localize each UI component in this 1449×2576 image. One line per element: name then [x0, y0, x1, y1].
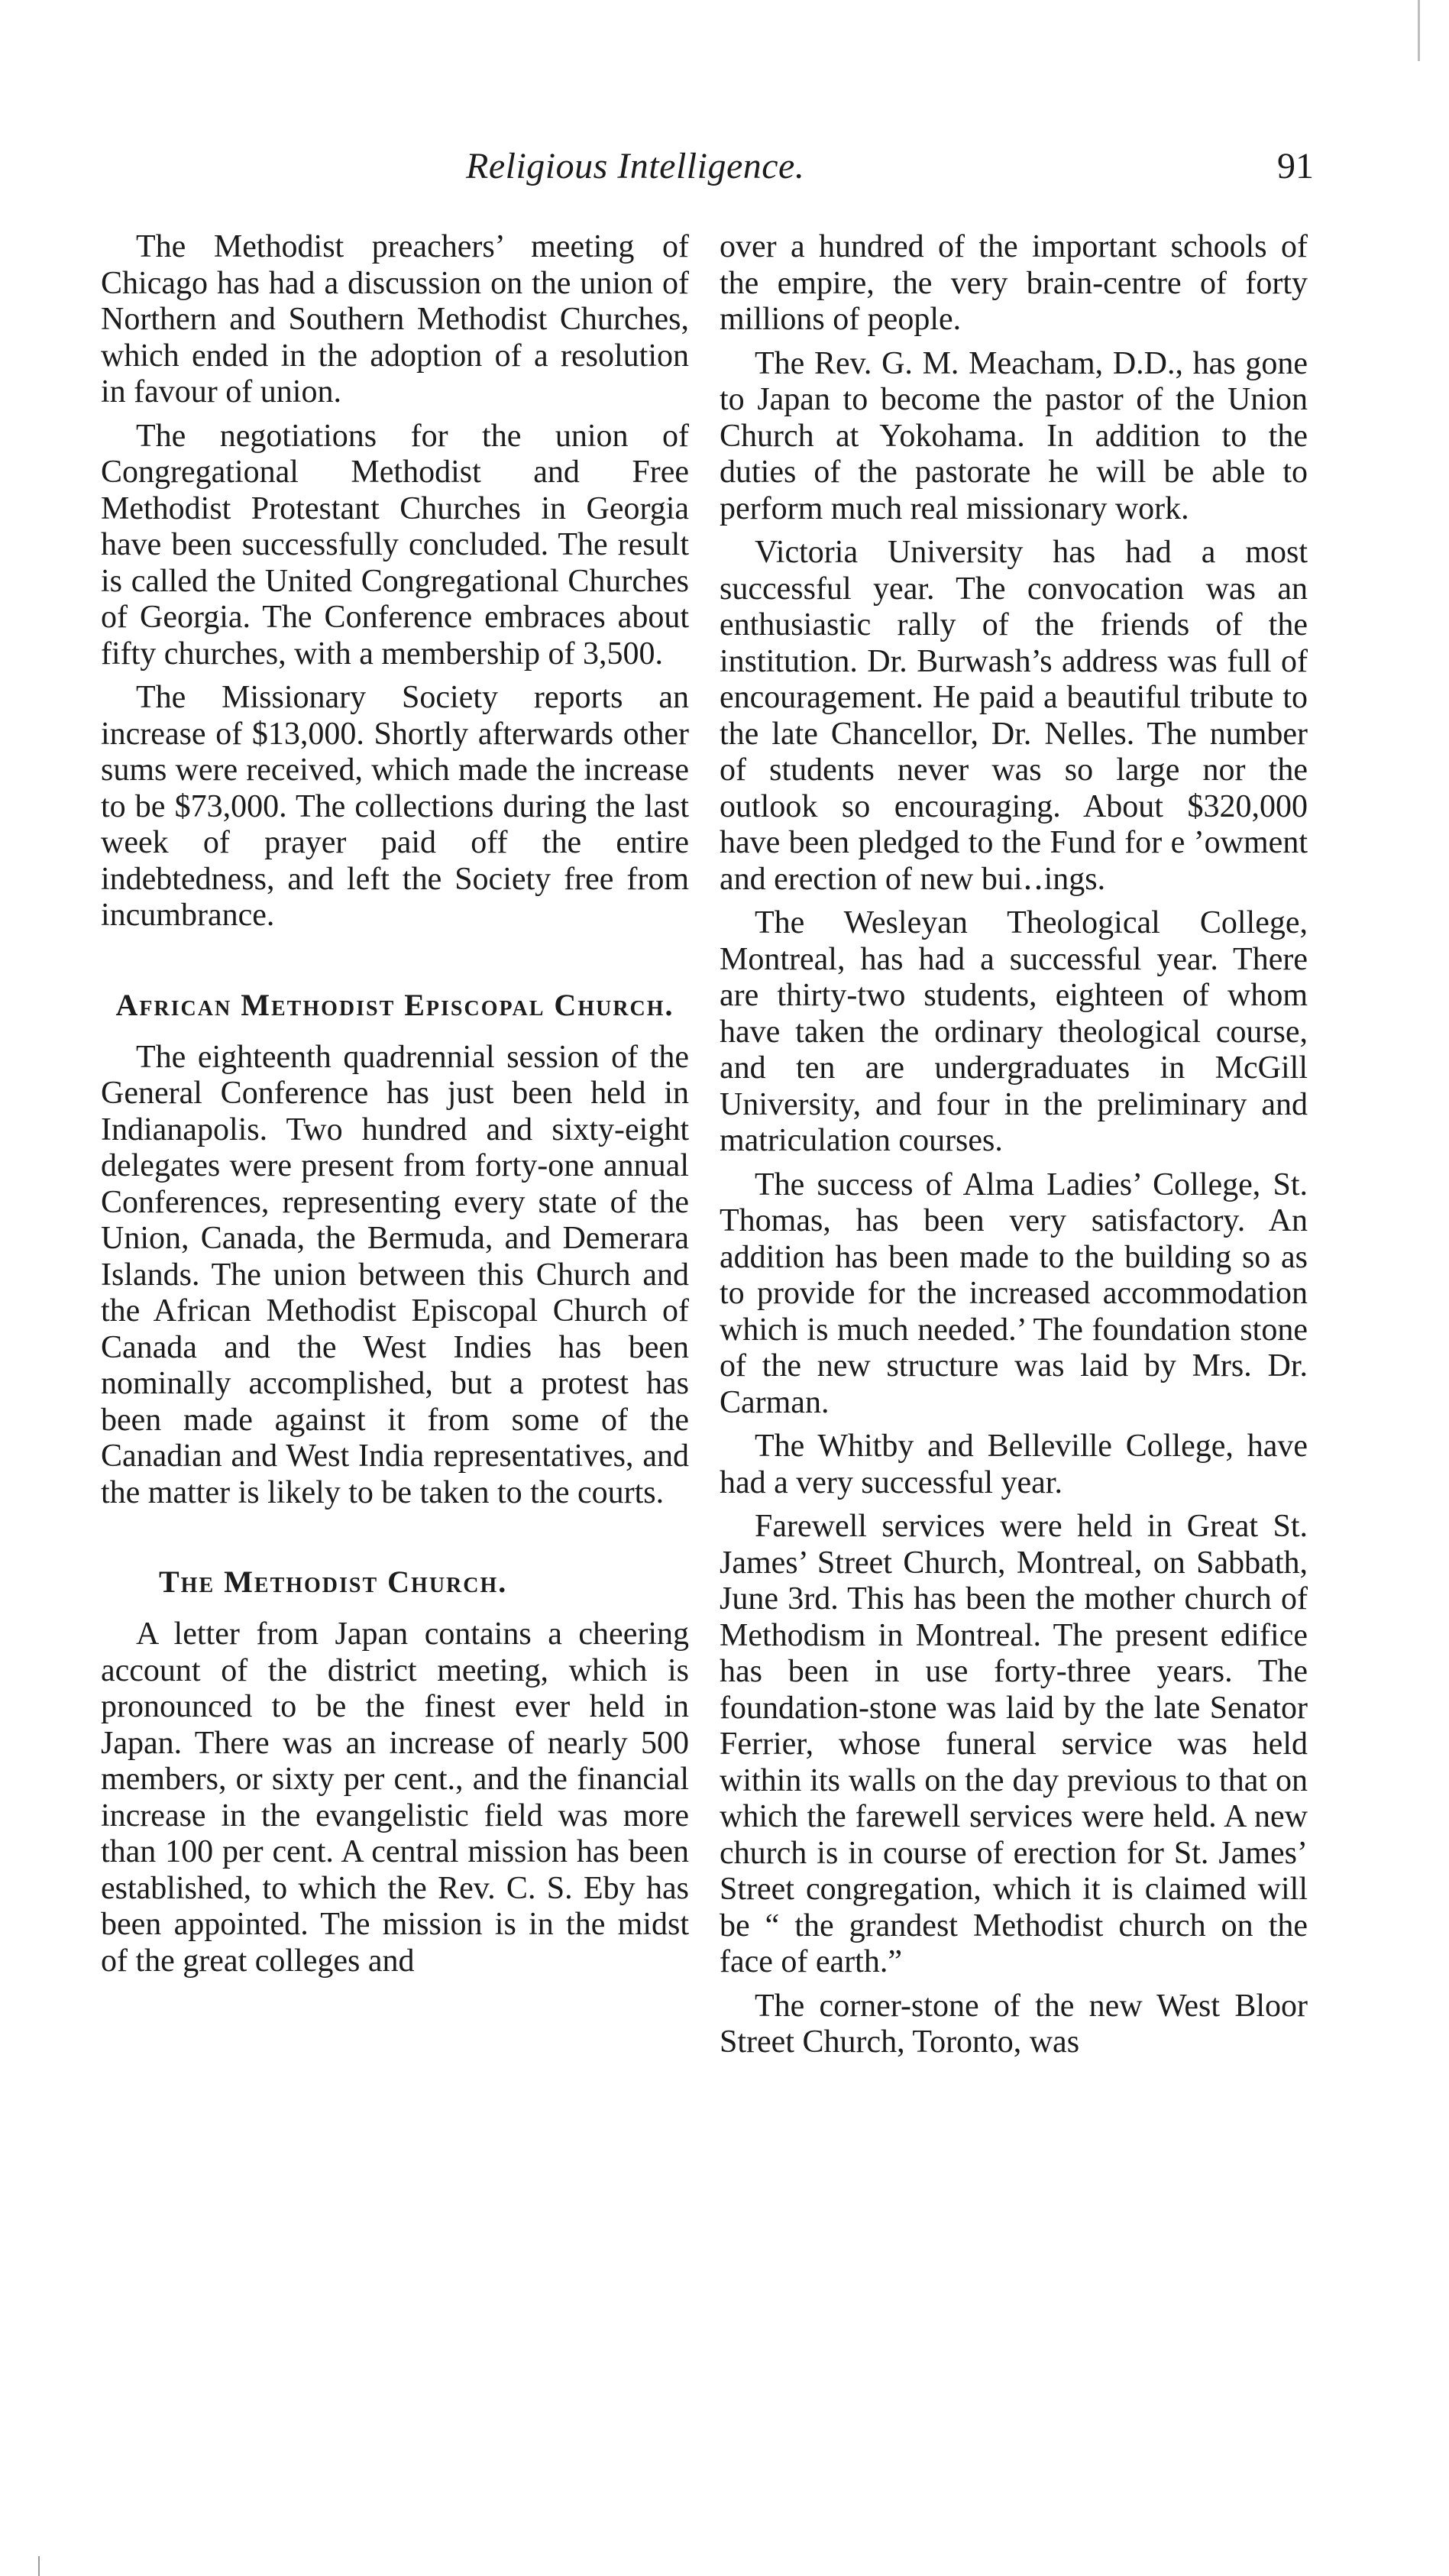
paragraph-farewell-services: Farewell services were held in Great St. James’ Street Church, Montreal, on Sabbath, June 3rd. This has been the mother church of Methodism in Montreal. The present edifice has been in use forty-three years. The foundation-stone was laid by the late Senator Ferrier, whose funeral service was held within its walls on the day previous to that on which the farewell services were held. A new church is in course of erection for St. James’ Street congregation, which it is claimed will be “ the grandest Methodist church on the face of earth.”	[720, 1509, 1308, 1979]
page-edge-mark	[1418, 0, 1420, 61]
paragraph-japan-continued: over a hundred of the important schools of the empire, the very brain-centre of forty millions of people.	[720, 229, 1308, 337]
right-column	[720, 229, 1308, 2069]
section-heading-african-methodist-episcopal: African Methodist Episcopal Church.	[115, 987, 674, 1022]
paragraph-alma-college: The success of Alma Ladies’ College, St. Thomas, has been very satisfactory. An addition has been made to the building so as to provide for the increased accommodation which is much needed.’ The foundation stone of the new structure was laid by Mrs. Dr. Carman.	[720, 1167, 1308, 1420]
running-title: Religious Intelligence.	[466, 146, 805, 186]
paragraph-whitby-belleville: The Whitby and Belleville College, have had a very successful year.	[720, 1429, 1308, 1500]
paragraph-general-conference: The eighteenth quadrennial session of the General Conference has just been held in Indianapolis. Two hundred and sixty-eight delegates were present from forty-one annual Conferences, representing every state of the Union, Canada, the Bermuda, and Demerara Islands. The union between this Church and the African Methodist Episcopal Church of Canada and the West Indies has been nominally accomplished, but a protest has been made against it from some of the Canadian and West India representatives, and the matter is likely to be taken to the courts.	[101, 1039, 689, 1510]
page-header	[466, 140, 1314, 193]
paragraph-missionary-society: The Missionary Society reports an increase of $13,000. Shortly afterwards other sums were received, which made the increase to be $73,000. The collections during the last week of prayer paid off the entire indebtedness, and left the Society free from incumbrance.	[101, 680, 689, 933]
paragraph-japan-letter: A letter from Japan contains a cheering account of the district meeting, which is pronounced to be the finest ever held in Japan. There was an increase of nearly 500 members, or sixty per cent., and the financial increase in the evangelistic field was more than 100 per cent. A central mission has been established, to which the Rev. C. S. Eby has been appointed. The mission is in the midst of the great colleges and	[101, 1616, 689, 1979]
section-heading-methodist-church: The Methodist Church.	[159, 1565, 508, 1599]
paragraph-west-bloor-church: The corner-stone of the new West Bloor Street Church, Toronto, was	[720, 1988, 1308, 2060]
paragraph-meacham: The Rev. G. M. Meacham, D.D., has gone to Japan to become the pastor of the Union Church at Yokohama. In addition to the duties of the pastorate he will be able to perform much real missionary work.	[720, 345, 1308, 526]
paragraph-wesleyan-college: The Wesleyan Theological College, Montreal, has had a successful year. There are thirty-two students, eighteen of whom have taken the ordinary theological course, and ten are undergraduates in McGill University, and four in the preliminary and matriculation courses.	[720, 905, 1308, 1158]
page-number: 91	[1277, 146, 1314, 186]
left-column	[101, 229, 689, 1987]
paragraph-chicago-union: The Methodist preachers’ meeting of Chicago has had a discussion on the union of Northern and Southern Methodist Churches, which ended in the adoption of a resolution in favour of union.	[101, 229, 689, 409]
paragraph-victoria-university: Victoria University has had a most successful year. The convocation was an enthusiastic rally of the friends of the institution. Dr. Burwash’s address was full of encouragement. He paid a beautiful tribute to the late Chancellor, Dr. Nelles. The number of students never was so large nor the outlook so encouraging. About $320,000 have been pledged to the Fund for e ’owment and erection of new bui․․ings.	[720, 535, 1308, 897]
page-bottom-mark	[38, 2556, 40, 2576]
paragraph-georgia-union: The negotiations for the union of Congregational Methodist and Free Methodist Protestant Churches in Georgia have been successfully concluded. The result is called the United Congregational Churches of Georgia. The Conference embraces about fifty churches, with a membership of 3,500.	[101, 418, 689, 672]
